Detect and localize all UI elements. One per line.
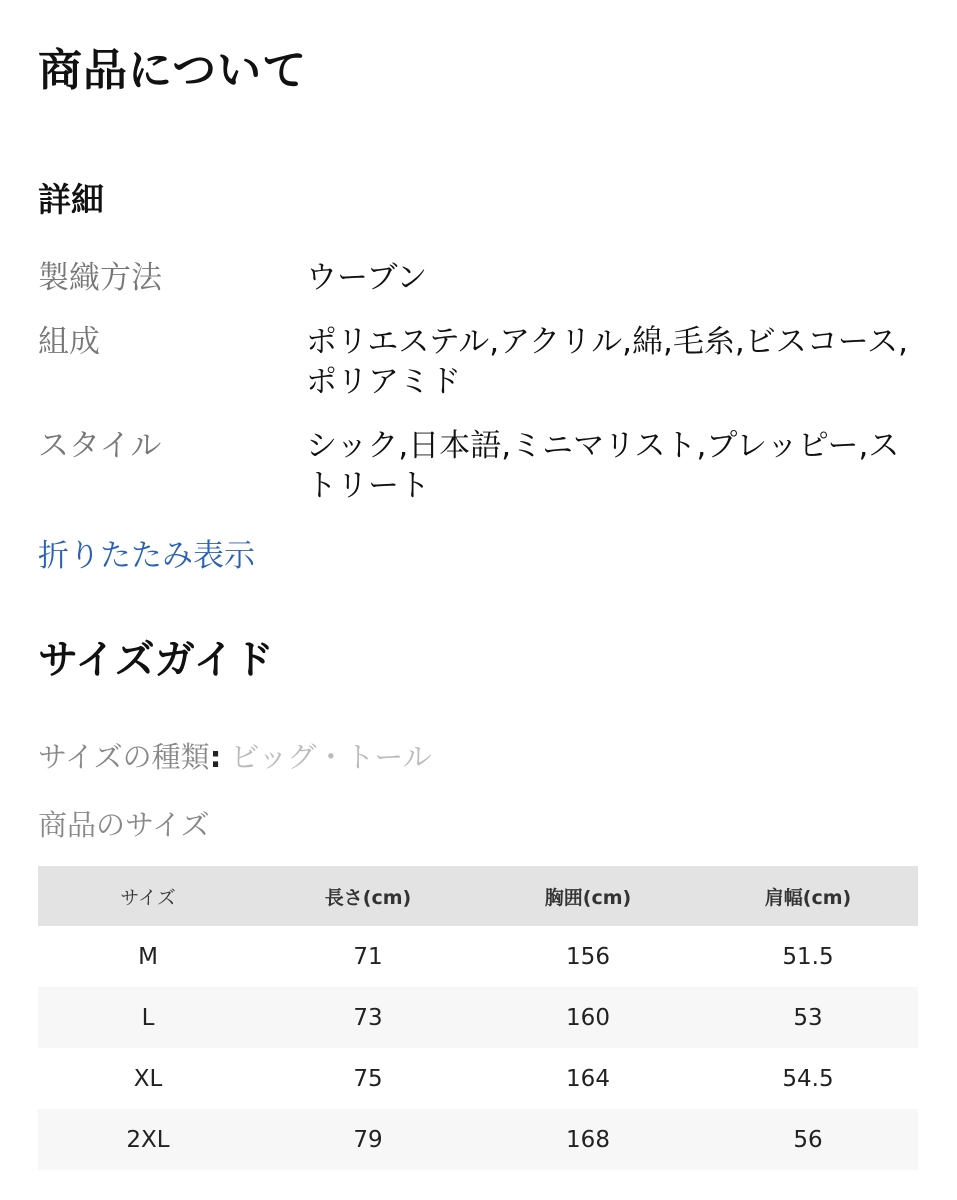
size-table-header: 胸囲(cm)	[478, 866, 698, 926]
detail-value: ポリエステル,アクリル,綿,毛糸,ビスコース,ポリアミド	[306, 324, 908, 400]
table-cell: 53	[698, 987, 918, 1048]
product-size-label: 商品のサイズ	[38, 808, 210, 842]
page-title: 商品について	[38, 45, 308, 96]
size-table-header-row	[38, 866, 918, 926]
details-section-title: 詳細	[38, 180, 104, 219]
table-cell: 168	[478, 1109, 698, 1170]
table-cell: 54.5	[698, 1048, 918, 1109]
size-table-header: 肩幅(cm)	[698, 866, 918, 926]
table-cell: 156	[478, 926, 698, 987]
table-row	[38, 1109, 918, 1170]
table-cell: 56	[698, 1109, 918, 1170]
size-type-line	[38, 735, 432, 776]
size-table-header: サイズ	[38, 866, 258, 926]
size-type-colon: :	[209, 740, 222, 774]
detail-label: スタイル	[38, 428, 162, 464]
table-cell: 75	[258, 1048, 478, 1109]
detail-value: シック,日本語,ミニマリスト,プレッピー,ストリート	[306, 428, 900, 504]
size-type-label: サイズの種類	[38, 740, 210, 774]
table-cell: 2XL	[38, 1109, 258, 1170]
detail-label: 製織方法	[38, 260, 162, 296]
table-cell: 160	[478, 987, 698, 1048]
table-cell: L	[38, 987, 258, 1048]
collapse-details-link[interactable]: 折りたたみ表示	[38, 538, 255, 574]
size-type-value: ビッグ・トール	[221, 740, 432, 774]
table-row	[38, 987, 918, 1048]
table-cell: 71	[258, 926, 478, 987]
detail-value: ウーブン	[306, 260, 428, 296]
detail-label: 組成	[38, 324, 100, 360]
table-cell: 73	[258, 987, 478, 1048]
table-row	[38, 926, 918, 987]
table-cell: M	[38, 926, 258, 987]
table-cell: XL	[38, 1048, 258, 1109]
table-cell: 51.5	[698, 926, 918, 987]
table-cell: 79	[258, 1109, 478, 1170]
table-cell: 164	[478, 1048, 698, 1109]
table-row	[38, 1048, 918, 1109]
size-table	[38, 866, 918, 1170]
size-guide-title: サイズガイド	[38, 637, 274, 683]
size-table-header: 長さ(cm)	[258, 866, 478, 926]
